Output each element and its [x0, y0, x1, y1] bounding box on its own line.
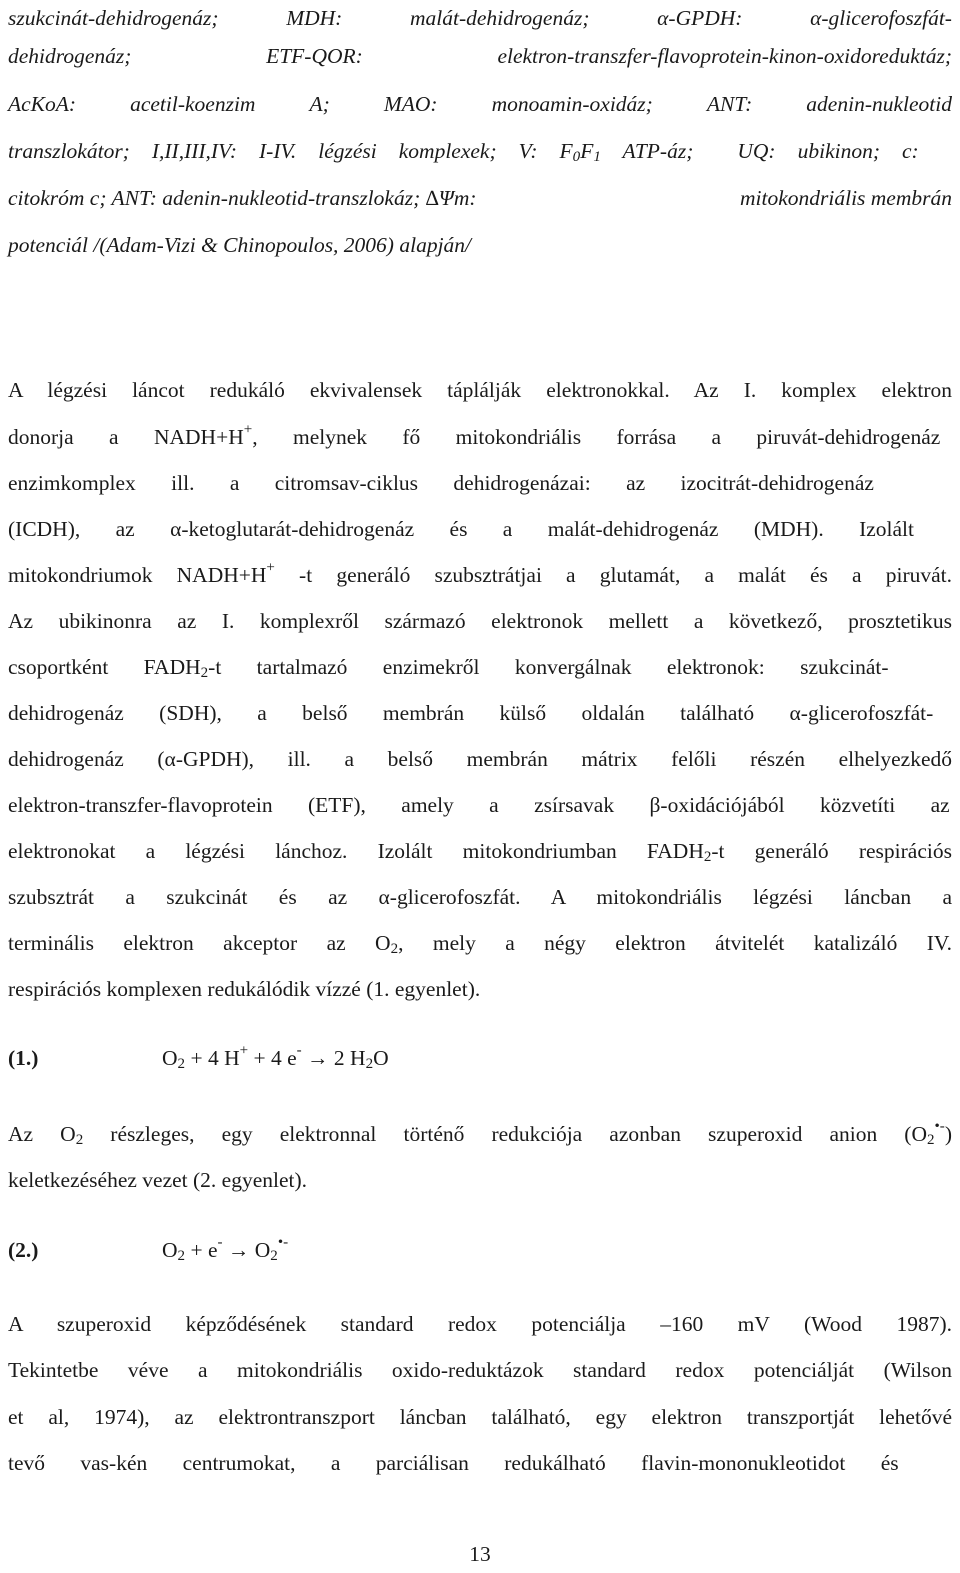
caption-line-4: transzlokátor; I,II,III,IV: I-IV. légzési komplexek; V: $F_0F_1$ ATP-áz; UQ: ubikinon; c:	[8, 139, 919, 165]
caption-line-2	[8, 42, 952, 70]
caption-word: A;	[309, 92, 330, 116]
paragraph-1-line-2: donorja a NADH+H+, melynek fő mitokondriális forrása a piruvát-dehidrogenáz	[8, 421, 941, 449]
caption-word: elektron-transzfer-flavoprotein-kinon-oxidoreduktáz;	[497, 44, 952, 68]
equation-1-number: (1.)	[8, 1046, 39, 1070]
caption-word: MDH:	[286, 6, 343, 30]
paragraph-1-line-1: A légzési láncot redukáló ekvivalensek táplálják elektronokkal. Az I. komplex elektron	[8, 378, 952, 402]
caption-line-6: potenciál /(Adam-Vizi & Chinopoulos, 2006) alapján/	[8, 233, 472, 257]
caption-line-5: citokróm c; ANT: adenin-nukleotid-transzlokáz; ∆Ψm: mitokondriális membrán	[8, 186, 952, 210]
caption-word: szukcinát-dehidrogenáz;	[8, 6, 219, 30]
equation-1: $O_2 + 4$ H+ + 4 e- → 2 $H_2O$	[162, 1042, 389, 1072]
equation-2-number: (2.)	[8, 1238, 39, 1262]
caption-word: ETF-QOR:	[266, 44, 363, 68]
paragraph-2-line-2: keletkezéséhez vezet (2. egyenlet).	[8, 1168, 308, 1192]
caption-word: malát-dehidrogenáz;	[409, 6, 590, 30]
paragraph-1-line-7: csoportként $FADH_2-t$ tartalmazó enzimekről konvergálnak elektronok: szukcinát-	[8, 655, 889, 681]
caption-word: monoamin-oxidáz;	[491, 92, 653, 116]
page-number: 13	[469, 1542, 491, 1566]
paragraph-1-line-5: mitokondriumok NADH+H+ -t generáló szubsztrátjai a glutamát, a malát és a piruvát.	[8, 559, 952, 587]
paragraph-1-line-10: elektron-transzfer-flavoprotein (ETF), amely a zsírsavak β-oxidációjából közvetíti az	[8, 793, 950, 817]
paragraph-1-line-9: dehidrogenáz (α-GPDH), ill. a belső membrán mátrix felőli részén elhelyezkedő	[8, 747, 952, 771]
paragraph-1-line-4: (ICDH), az α-ketoglutarát-dehidrogenáz és a malát-dehidrogenáz (MDH). Izolált	[8, 517, 914, 541]
caption-word: ANT:	[706, 92, 753, 116]
caption-word: AcKoA:	[8, 92, 77, 116]
paragraph-2-line-1: Az $O_2$ részleges, egy elektronnal történő redukciója azonban szuperoxid anion $(O_2^{•-})$	[8, 1118, 952, 1148]
caption-word: adenin-nukleotid	[806, 92, 952, 116]
paragraph-1-line-6: Az ubikinonra az I. komplexről származó elektronok mellett a következő, prosztetikus	[8, 609, 952, 633]
paragraph-1-line-3: enzimkomplex ill. a citromsav-ciklus dehidrogenázai: az izocitrát-dehidrogenáz	[8, 471, 874, 495]
paragraph-1-line-14: respirációs komplexen redukálódik vízzé (1. egyenlet).	[8, 977, 481, 1001]
caption-line-1	[8, 4, 952, 32]
paragraph-1-line-8: dehidrogenáz (SDH), a belső membrán külső oldalán található α-glicerofoszfát-	[8, 701, 934, 725]
paragraph-3-line-2: Tekintetbe véve a mitokondriális oxido-reduktázok standard redox potenciálját (Wilson	[8, 1358, 952, 1382]
caption-word: α-GPDH:	[657, 6, 743, 30]
caption-word: MAO:	[383, 92, 438, 116]
caption-word: acetil-koenzim	[130, 92, 256, 116]
caption-word: α-glicerofoszfát-	[810, 6, 952, 30]
paragraph-3-line-4: tevő vas-kén centrumokat, a parciálisan redukálható flavin-mononukleotidot és	[8, 1451, 899, 1475]
paragraph-1-line-11: elektronokat a légzési lánchoz. Izolált mitokondriumban $FADH_2-t$ generáló respirációs	[8, 839, 952, 865]
paragraph-1-line-13: terminális elektron akceptor az $O_2$, mely a négy elektron átvitelét katalizáló IV.	[8, 931, 952, 957]
caption-word: dehidrogenáz;	[8, 44, 132, 68]
paragraph-3-line-1: A szuperoxid képződésének standard redox potenciálja –160 mV (Wood 1987).	[8, 1312, 952, 1336]
equation-2: $O_2 + e^- \to O_2^{•-}$	[162, 1234, 289, 1264]
paragraph-3-line-3: et al, 1974), az elektrontranszport láncban található, egy elektron transzportját lehetővé	[8, 1405, 952, 1429]
paragraph-1-line-12: szubsztrát a szukcinát és az α-glicerofoszfát. A mitokondriális légzési láncban a	[8, 885, 952, 909]
caption-line-3	[8, 90, 952, 118]
